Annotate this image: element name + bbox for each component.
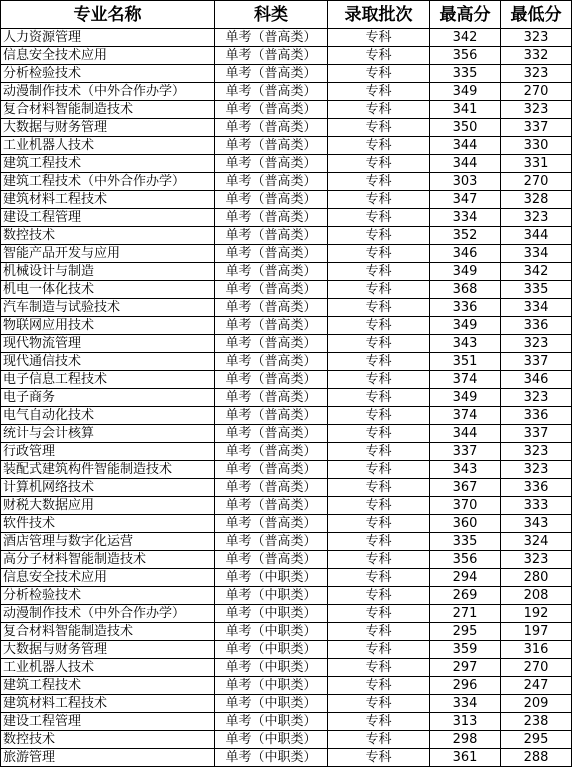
header-category: 科类 bbox=[215, 1, 328, 29]
batch-cell: 专科 bbox=[328, 731, 430, 749]
category-cell: 单考（普高类） bbox=[215, 155, 328, 173]
batch-cell: 专科 bbox=[328, 713, 430, 731]
major-name-cell: 旅游管理 bbox=[1, 749, 215, 767]
batch-cell: 专科 bbox=[328, 479, 430, 497]
min-score-cell: 330 bbox=[501, 137, 572, 155]
major-name-cell: 建筑工程技术 bbox=[1, 677, 215, 695]
min-score-cell: 324 bbox=[501, 533, 572, 551]
max-score-cell: 334 bbox=[430, 209, 501, 227]
min-score-cell: 288 bbox=[501, 749, 572, 767]
max-score-cell: 347 bbox=[430, 191, 501, 209]
table-row bbox=[1, 263, 572, 281]
category-cell: 单考（普高类） bbox=[215, 29, 328, 47]
max-score-cell: 269 bbox=[430, 587, 501, 605]
batch-cell: 专科 bbox=[328, 209, 430, 227]
max-score-cell: 342 bbox=[430, 29, 501, 47]
batch-cell: 专科 bbox=[328, 47, 430, 65]
major-name-cell: 建筑工程技术（中外合作办学） bbox=[1, 173, 215, 191]
min-score-cell: 342 bbox=[501, 263, 572, 281]
table-row bbox=[1, 731, 572, 749]
category-cell: 单考（普高类） bbox=[215, 281, 328, 299]
batch-cell: 专科 bbox=[328, 623, 430, 641]
batch-cell: 专科 bbox=[328, 155, 430, 173]
category-cell: 单考（普高类） bbox=[215, 47, 328, 65]
table-row bbox=[1, 569, 572, 587]
header-row bbox=[1, 1, 572, 29]
max-score-cell: 374 bbox=[430, 407, 501, 425]
batch-cell: 专科 bbox=[328, 227, 430, 245]
category-cell: 单考（普高类） bbox=[215, 173, 328, 191]
min-score-cell: 334 bbox=[501, 299, 572, 317]
category-cell: 单考（普高类） bbox=[215, 551, 328, 569]
major-name-cell: 现代物流管理 bbox=[1, 335, 215, 353]
max-score-cell: 367 bbox=[430, 479, 501, 497]
category-cell: 单考（普高类） bbox=[215, 335, 328, 353]
table-row bbox=[1, 209, 572, 227]
min-score-cell: 280 bbox=[501, 569, 572, 587]
major-name-cell: 装配式建筑构件智能制造技术 bbox=[1, 461, 215, 479]
batch-cell: 专科 bbox=[328, 461, 430, 479]
category-cell: 单考（普高类） bbox=[215, 317, 328, 335]
table-row bbox=[1, 227, 572, 245]
category-cell: 单考（普高类） bbox=[215, 533, 328, 551]
batch-cell: 专科 bbox=[328, 317, 430, 335]
max-score-cell: 303 bbox=[430, 173, 501, 191]
category-cell: 单考（普高类） bbox=[215, 515, 328, 533]
max-score-cell: 344 bbox=[430, 137, 501, 155]
batch-cell: 专科 bbox=[328, 335, 430, 353]
major-name-cell: 行政管理 bbox=[1, 443, 215, 461]
min-score-cell: 192 bbox=[501, 605, 572, 623]
major-name-cell: 计算机网络技术 bbox=[1, 479, 215, 497]
table-row bbox=[1, 29, 572, 47]
header-admission-batch: 录取批次 bbox=[328, 1, 430, 29]
table-row bbox=[1, 407, 572, 425]
table-row bbox=[1, 479, 572, 497]
table-row bbox=[1, 65, 572, 83]
max-score-cell: 359 bbox=[430, 641, 501, 659]
category-cell: 单考（中职类） bbox=[215, 677, 328, 695]
max-score-cell: 337 bbox=[430, 443, 501, 461]
major-name-cell: 酒店管理与数字化运营 bbox=[1, 533, 215, 551]
min-score-cell: 331 bbox=[501, 155, 572, 173]
table-row bbox=[1, 155, 572, 173]
category-cell: 单考（普高类） bbox=[215, 209, 328, 227]
category-cell: 单考（普高类） bbox=[215, 425, 328, 443]
major-name-cell: 工业机器人技术 bbox=[1, 137, 215, 155]
major-name-cell: 电子信息工程技术 bbox=[1, 371, 215, 389]
batch-cell: 专科 bbox=[328, 173, 430, 191]
max-score-cell: 360 bbox=[430, 515, 501, 533]
category-cell: 单考（普高类） bbox=[215, 389, 328, 407]
batch-cell: 专科 bbox=[328, 515, 430, 533]
table-row bbox=[1, 245, 572, 263]
major-name-cell: 信息安全技术应用 bbox=[1, 47, 215, 65]
category-cell: 单考（普高类） bbox=[215, 119, 328, 137]
max-score-cell: 341 bbox=[430, 101, 501, 119]
batch-cell: 专科 bbox=[328, 551, 430, 569]
batch-cell: 专科 bbox=[328, 407, 430, 425]
table-row bbox=[1, 47, 572, 65]
min-score-cell: 323 bbox=[501, 65, 572, 83]
min-score-cell: 316 bbox=[501, 641, 572, 659]
major-name-cell: 汽车制造与试验技术 bbox=[1, 299, 215, 317]
batch-cell: 专科 bbox=[328, 245, 430, 263]
max-score-cell: 349 bbox=[430, 317, 501, 335]
category-cell: 单考（普高类） bbox=[215, 83, 328, 101]
major-name-cell: 电子商务 bbox=[1, 389, 215, 407]
category-cell: 单考（普高类） bbox=[215, 263, 328, 281]
max-score-cell: 295 bbox=[430, 623, 501, 641]
min-score-cell: 334 bbox=[501, 245, 572, 263]
max-score-cell: 344 bbox=[430, 155, 501, 173]
max-score-cell: 334 bbox=[430, 695, 501, 713]
max-score-cell: 361 bbox=[430, 749, 501, 767]
table-row bbox=[1, 623, 572, 641]
min-score-cell: 337 bbox=[501, 353, 572, 371]
max-score-cell: 335 bbox=[430, 65, 501, 83]
table-row bbox=[1, 677, 572, 695]
major-name-cell: 建筑工程技术 bbox=[1, 155, 215, 173]
min-score-cell: 336 bbox=[501, 407, 572, 425]
category-cell: 单考（普高类） bbox=[215, 407, 328, 425]
batch-cell: 专科 bbox=[328, 749, 430, 767]
max-score-cell: 349 bbox=[430, 83, 501, 101]
max-score-cell: 368 bbox=[430, 281, 501, 299]
min-score-cell: 336 bbox=[501, 479, 572, 497]
batch-cell: 专科 bbox=[328, 119, 430, 137]
batch-cell: 专科 bbox=[328, 659, 430, 677]
min-score-cell: 336 bbox=[501, 317, 572, 335]
min-score-cell: 346 bbox=[501, 371, 572, 389]
batch-cell: 专科 bbox=[328, 29, 430, 47]
max-score-cell: 356 bbox=[430, 551, 501, 569]
table-row bbox=[1, 317, 572, 335]
category-cell: 单考（中职类） bbox=[215, 731, 328, 749]
table-row bbox=[1, 335, 572, 353]
table-row bbox=[1, 443, 572, 461]
max-score-cell: 350 bbox=[430, 119, 501, 137]
max-score-cell: 344 bbox=[430, 425, 501, 443]
max-score-cell: 294 bbox=[430, 569, 501, 587]
batch-cell: 专科 bbox=[328, 371, 430, 389]
min-score-cell: 270 bbox=[501, 83, 572, 101]
header-major-name: 专业名称 bbox=[1, 1, 215, 29]
major-name-cell: 智能产品开发与应用 bbox=[1, 245, 215, 263]
batch-cell: 专科 bbox=[328, 83, 430, 101]
min-score-cell: 335 bbox=[501, 281, 572, 299]
major-name-cell: 分析检验技术 bbox=[1, 587, 215, 605]
batch-cell: 专科 bbox=[328, 353, 430, 371]
category-cell: 单考（中职类） bbox=[215, 605, 328, 623]
category-cell: 单考（普高类） bbox=[215, 101, 328, 119]
min-score-cell: 323 bbox=[501, 389, 572, 407]
batch-cell: 专科 bbox=[328, 65, 430, 83]
major-name-cell: 动漫制作技术（中外合作办学） bbox=[1, 605, 215, 623]
category-cell: 单考（中职类） bbox=[215, 569, 328, 587]
table-row bbox=[1, 587, 572, 605]
category-cell: 单考（中职类） bbox=[215, 659, 328, 677]
min-score-cell: 323 bbox=[501, 101, 572, 119]
max-score-cell: 298 bbox=[430, 731, 501, 749]
major-name-cell: 机械设计与制造 bbox=[1, 263, 215, 281]
min-score-cell: 328 bbox=[501, 191, 572, 209]
max-score-cell: 343 bbox=[430, 461, 501, 479]
major-name-cell: 建筑材料工程技术 bbox=[1, 191, 215, 209]
min-score-cell: 270 bbox=[501, 173, 572, 191]
max-score-cell: 352 bbox=[430, 227, 501, 245]
min-score-cell: 332 bbox=[501, 47, 572, 65]
category-cell: 单考（普高类） bbox=[215, 353, 328, 371]
min-score-cell: 323 bbox=[501, 335, 572, 353]
max-score-cell: 313 bbox=[430, 713, 501, 731]
category-cell: 单考（中职类） bbox=[215, 641, 328, 659]
major-name-cell: 数控技术 bbox=[1, 227, 215, 245]
min-score-cell: 343 bbox=[501, 515, 572, 533]
batch-cell: 专科 bbox=[328, 587, 430, 605]
table-row bbox=[1, 695, 572, 713]
table-row bbox=[1, 461, 572, 479]
major-name-cell: 复合材料智能制造技术 bbox=[1, 101, 215, 119]
max-score-cell: 351 bbox=[430, 353, 501, 371]
max-score-cell: 335 bbox=[430, 533, 501, 551]
category-cell: 单考（普高类） bbox=[215, 443, 328, 461]
category-cell: 单考（普高类） bbox=[215, 479, 328, 497]
table-row bbox=[1, 515, 572, 533]
min-score-cell: 323 bbox=[501, 209, 572, 227]
batch-cell: 专科 bbox=[328, 101, 430, 119]
table-row bbox=[1, 173, 572, 191]
max-score-cell: 374 bbox=[430, 371, 501, 389]
table-row bbox=[1, 425, 572, 443]
max-score-cell: 296 bbox=[430, 677, 501, 695]
max-score-cell: 336 bbox=[430, 299, 501, 317]
batch-cell: 专科 bbox=[328, 533, 430, 551]
min-score-cell: 323 bbox=[501, 29, 572, 47]
category-cell: 单考（普高类） bbox=[215, 299, 328, 317]
table-row bbox=[1, 389, 572, 407]
min-score-cell: 344 bbox=[501, 227, 572, 245]
major-name-cell: 分析检验技术 bbox=[1, 65, 215, 83]
batch-cell: 专科 bbox=[328, 443, 430, 461]
batch-cell: 专科 bbox=[328, 389, 430, 407]
category-cell: 单考（中职类） bbox=[215, 623, 328, 641]
table-row bbox=[1, 713, 572, 731]
category-cell: 单考（中职类） bbox=[215, 587, 328, 605]
table-row bbox=[1, 551, 572, 569]
max-score-cell: 346 bbox=[430, 245, 501, 263]
max-score-cell: 356 bbox=[430, 47, 501, 65]
header-min-score: 最低分 bbox=[501, 1, 572, 29]
table-row bbox=[1, 497, 572, 515]
min-score-cell: 323 bbox=[501, 443, 572, 461]
category-cell: 单考（中职类） bbox=[215, 695, 328, 713]
min-score-cell: 270 bbox=[501, 659, 572, 677]
major-name-cell: 财税大数据应用 bbox=[1, 497, 215, 515]
major-name-cell: 统计与会计核算 bbox=[1, 425, 215, 443]
batch-cell: 专科 bbox=[328, 695, 430, 713]
max-score-cell: 271 bbox=[430, 605, 501, 623]
table-row bbox=[1, 641, 572, 659]
table-row bbox=[1, 281, 572, 299]
min-score-cell: 323 bbox=[501, 461, 572, 479]
min-score-cell: 238 bbox=[501, 713, 572, 731]
category-cell: 单考（中职类） bbox=[215, 713, 328, 731]
batch-cell: 专科 bbox=[328, 191, 430, 209]
batch-cell: 专科 bbox=[328, 497, 430, 515]
category-cell: 单考（普高类） bbox=[215, 227, 328, 245]
major-name-cell: 机电一体化技术 bbox=[1, 281, 215, 299]
table-row bbox=[1, 101, 572, 119]
min-score-cell: 208 bbox=[501, 587, 572, 605]
table-row bbox=[1, 659, 572, 677]
table-row bbox=[1, 353, 572, 371]
batch-cell: 专科 bbox=[328, 299, 430, 317]
category-cell: 单考（中职类） bbox=[215, 749, 328, 767]
table-row bbox=[1, 119, 572, 137]
major-name-cell: 建设工程管理 bbox=[1, 713, 215, 731]
major-name-cell: 信息安全技术应用 bbox=[1, 569, 215, 587]
max-score-cell: 297 bbox=[430, 659, 501, 677]
batch-cell: 专科 bbox=[328, 641, 430, 659]
table-row bbox=[1, 371, 572, 389]
min-score-cell: 295 bbox=[501, 731, 572, 749]
major-name-cell: 物联网应用技术 bbox=[1, 317, 215, 335]
table-row bbox=[1, 533, 572, 551]
min-score-cell: 209 bbox=[501, 695, 572, 713]
min-score-cell: 337 bbox=[501, 425, 572, 443]
min-score-cell: 323 bbox=[501, 551, 572, 569]
batch-cell: 专科 bbox=[328, 677, 430, 695]
min-score-cell: 197 bbox=[501, 623, 572, 641]
category-cell: 单考（普高类） bbox=[215, 137, 328, 155]
max-score-cell: 343 bbox=[430, 335, 501, 353]
major-name-cell: 现代通信技术 bbox=[1, 353, 215, 371]
major-name-cell: 动漫制作技术（中外合作办学） bbox=[1, 83, 215, 101]
batch-cell: 专科 bbox=[328, 425, 430, 443]
category-cell: 单考（普高类） bbox=[215, 371, 328, 389]
batch-cell: 专科 bbox=[328, 137, 430, 155]
batch-cell: 专科 bbox=[328, 281, 430, 299]
major-name-cell: 建筑材料工程技术 bbox=[1, 695, 215, 713]
major-name-cell: 软件技术 bbox=[1, 515, 215, 533]
major-name-cell: 人力资源管理 bbox=[1, 29, 215, 47]
major-name-cell: 复合材料智能制造技术 bbox=[1, 623, 215, 641]
table-row bbox=[1, 137, 572, 155]
header-max-score: 最高分 bbox=[430, 1, 501, 29]
batch-cell: 专科 bbox=[328, 263, 430, 281]
major-name-cell: 电气自动化技术 bbox=[1, 407, 215, 425]
max-score-cell: 349 bbox=[430, 263, 501, 281]
table-row bbox=[1, 83, 572, 101]
table-row bbox=[1, 605, 572, 623]
max-score-cell: 370 bbox=[430, 497, 501, 515]
category-cell: 单考（普高类） bbox=[215, 245, 328, 263]
major-name-cell: 工业机器人技术 bbox=[1, 659, 215, 677]
table-row bbox=[1, 191, 572, 209]
table-body bbox=[1, 29, 572, 767]
major-name-cell: 高分子材料智能制造技术 bbox=[1, 551, 215, 569]
major-name-cell: 大数据与财务管理 bbox=[1, 119, 215, 137]
major-name-cell: 建设工程管理 bbox=[1, 209, 215, 227]
batch-cell: 专科 bbox=[328, 569, 430, 587]
max-score-cell: 349 bbox=[430, 389, 501, 407]
category-cell: 单考（普高类） bbox=[215, 65, 328, 83]
category-cell: 单考（普高类） bbox=[215, 461, 328, 479]
major-name-cell: 数控技术 bbox=[1, 731, 215, 749]
batch-cell: 专科 bbox=[328, 605, 430, 623]
table-row bbox=[1, 299, 572, 317]
min-score-cell: 333 bbox=[501, 497, 572, 515]
category-cell: 单考（普高类） bbox=[215, 191, 328, 209]
min-score-cell: 337 bbox=[501, 119, 572, 137]
table-row bbox=[1, 749, 572, 767]
category-cell: 单考（普高类） bbox=[215, 497, 328, 515]
min-score-cell: 247 bbox=[501, 677, 572, 695]
major-name-cell: 大数据与财务管理 bbox=[1, 641, 215, 659]
